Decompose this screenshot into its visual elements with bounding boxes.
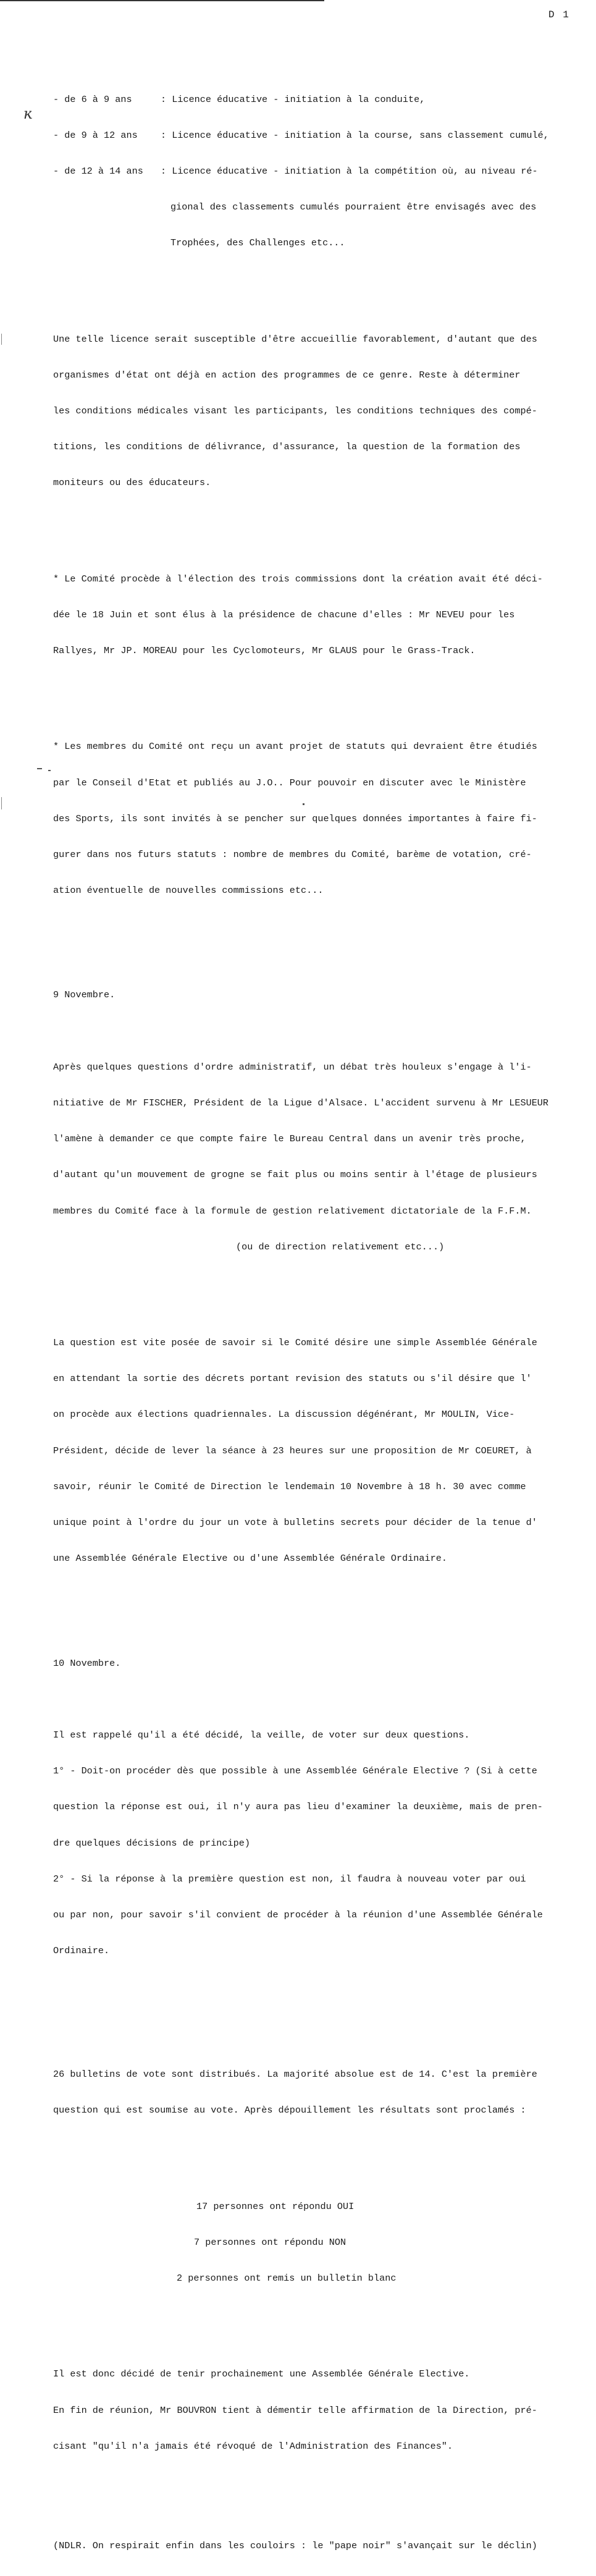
text-line: unique point à l'ordre du jour un vote à bulletins secrets pour décider de la tenue d' (53, 1517, 537, 1529)
text-line: les conditions médicales visant les participants, les conditions techniques des compé- (53, 405, 537, 417)
top-rule (0, 0, 324, 1)
licence-desc: : Licence éducative - initiation à la course, sans classement cumulé, (161, 129, 549, 141)
paragraph-commissions (53, 549, 584, 681)
text-line: Président, décide de lever la séance à 23 heures sur une proposition de Mr COEURET, à (53, 1445, 532, 1456)
text-line: 26 bulletins de vote sont distribués. La majorité absolue est de 14. C'est la première (53, 2069, 537, 2080)
paragraph-statuts (53, 717, 584, 921)
text-line: La question est vite posée de savoir si le Comité désire une simple Assemblée Générale (53, 1337, 537, 1349)
spacer (53, 2512, 584, 2516)
licence-age: - de 6 à 9 ans (53, 93, 132, 105)
text-line: dre quelques décisions de principe) (53, 1837, 250, 1849)
text-line: dée le 18 Juin et sont élus à la présidence de chacune d'elles : Mr NEVEU pour les (53, 609, 515, 620)
licence-desc: : Licence éducative - initiation à la compétition où, au niveau ré- (161, 166, 538, 177)
spacer (53, 1625, 584, 1634)
text-line: cisant "qu'il n'a jamais été révoqué de l'Administration des Finances". (53, 2440, 453, 2452)
paragraph-debat (53, 1037, 584, 1277)
text-line: une Assemblée Générale Elective ou d'une Assemblée Générale Ordinaire. (53, 1553, 447, 1565)
text-line: En fin de réunion, Mr BOUVRON tient à démentir telle affirmation de la Direction, pré- (53, 2404, 537, 2416)
licence-age: - de 12 à 14 ans (53, 166, 143, 177)
ndlr-note: (NDLR. On respirait enfin dans les couloirs : le "pape noir" s'avançait sur le déclin) (53, 2540, 537, 2551)
text-line: organismes d'état ont déjà en action des programmes de ce genre. Reste à déterminer (53, 369, 521, 381)
vote-results (53, 2177, 584, 2308)
text-line: l'amène à demander ce que compte faire le Bureau Central dans un avenir très proche, (53, 1133, 526, 1145)
text-line: ation éventuelle de nouvelles commissions etc... (53, 885, 324, 897)
licence-continuation: gional des classements cumulés pourraient être envisagés avec des (170, 201, 537, 213)
text-line: gurer dans nos futurs statuts : nombre de membres du Comité, barème de votation, cré- (53, 848, 532, 860)
vote-result-line: 17 personnes ont répondu OUI (196, 2200, 355, 2212)
text-line: nitiative de Mr FISCHER, Président de la Ligue d'Alsace. L'accident survenu à Mr LESUEUR (53, 1097, 549, 1109)
paragraph-licence-reception (53, 310, 584, 513)
spacer (53, 957, 584, 966)
vote-result-line: 2 personnes ont remis un bulletin blanc (177, 2273, 397, 2284)
text-line: moniteurs ou des éducateurs. (53, 477, 211, 489)
text-line: question la réponse est oui, il n'y aura pas lieu d'examiner la deuxième, mais de pren- (53, 1801, 543, 1813)
section-date: 9 Novembre. (53, 989, 115, 1001)
scan-edge-mark (1, 797, 2, 809)
text-line: des Sports, ils sont invités à se pencher sur quelques données importantes à faire fi- (53, 813, 537, 824)
paragraph-question (53, 1313, 584, 1589)
vote-result-line: 7 personnes ont répondu NON (194, 2236, 346, 2248)
text-line: Il est rappelé qu'il a été décidé, la veille, de voter sur deux questions. (53, 1729, 470, 1741)
text-line: savoir, réunir le Comité de Direction le lendemain 10 Novembre à 18 h. 30 avec comme (53, 1480, 526, 1492)
scan-speck (37, 768, 42, 769)
text-line: Ordinaire. (53, 1945, 110, 1957)
licence-continuation: Trophées, des Challenges etc... (170, 237, 345, 249)
text-line: en attendant la sortie des décrets portant revision des statuts ou s'il désire que l' (53, 1373, 532, 1385)
text-line: Une telle licence serait susceptible d'être accueillie favorablement, d'autant que des (53, 333, 537, 345)
text-line: d'autant qu'un mouvement de grogne se fait plus ou moins sentir à l'étage de plusieurs (53, 1169, 537, 1181)
licence-row (53, 166, 584, 177)
page-number: D 1 (548, 9, 570, 20)
text-line: 1° - Doit-on procéder dès que possible à une Assemblée Générale Elective ? (Si à cette (53, 1765, 537, 1777)
text-line: par le Conseil d'Etat et publiés au J.O.. Pour pouvoir en discuter avec le Ministère (53, 777, 526, 788)
text-line: on procède aux élections quadriennales. La discussion dégénérant, Mr MOULIN, Vice- (53, 1409, 515, 1421)
licence-list (53, 70, 584, 274)
document-body (53, 46, 584, 2576)
text-line: titions, les conditions de délivrance, d'assurance, la question de la formation des (53, 441, 521, 453)
text-line: * Les membres du Comité ont reçu un avant projet de statuts qui devraient être étudiés (53, 741, 537, 753)
paragraph-vote (53, 2045, 584, 2140)
section-date: 10 Novembre. (53, 1657, 121, 1669)
text-line: question qui est soumise au vote. Après dépouillement les résultats sont proclamés : (53, 2105, 526, 2116)
spacer (53, 2017, 584, 2021)
licence-age: - de 9 à 12 ans (53, 129, 138, 141)
scan-speck (48, 770, 51, 771)
licence-desc: : Licence éducative - initiation à la conduite, (161, 93, 426, 105)
text-line: Rallyes, Mr JP. MOREAU pour les Cyclomoteurs, Mr GLAUS pour le Grass-Track. (53, 645, 476, 657)
text-line: ou par non, pour savoir s'il convient de procéder à la réunion d'une Assemblée Générale (53, 1909, 543, 1920)
licence-row (53, 94, 584, 106)
licence-row (53, 130, 584, 141)
scan-edge-mark (1, 334, 2, 345)
text-line: Il est donc décidé de tenir prochainement une Assemblée Générale Elective. (53, 2368, 470, 2380)
paragraph-vote-questions (53, 1705, 584, 1981)
margin-handwritten-mark: ĸ (23, 105, 33, 122)
paragraph-decision (53, 2344, 584, 2476)
text-line: * Le Comité procède à l'élection des trois commissions dont la création avait été déci- (53, 573, 543, 585)
text-line: membres du Comité face à la formule de gestion relativement dictatoriale de la F.F.M. (53, 1205, 532, 1217)
text-line: Après quelques questions d'ordre administratif, un débat très houleux s'engage à l'i- (53, 1061, 532, 1073)
text-line: 2° - Si la réponse à la première question est non, il faudra à nouveau voter par oui (53, 1873, 526, 1885)
text-line-note: (ou de direction relativement etc...) (236, 1241, 445, 1252)
